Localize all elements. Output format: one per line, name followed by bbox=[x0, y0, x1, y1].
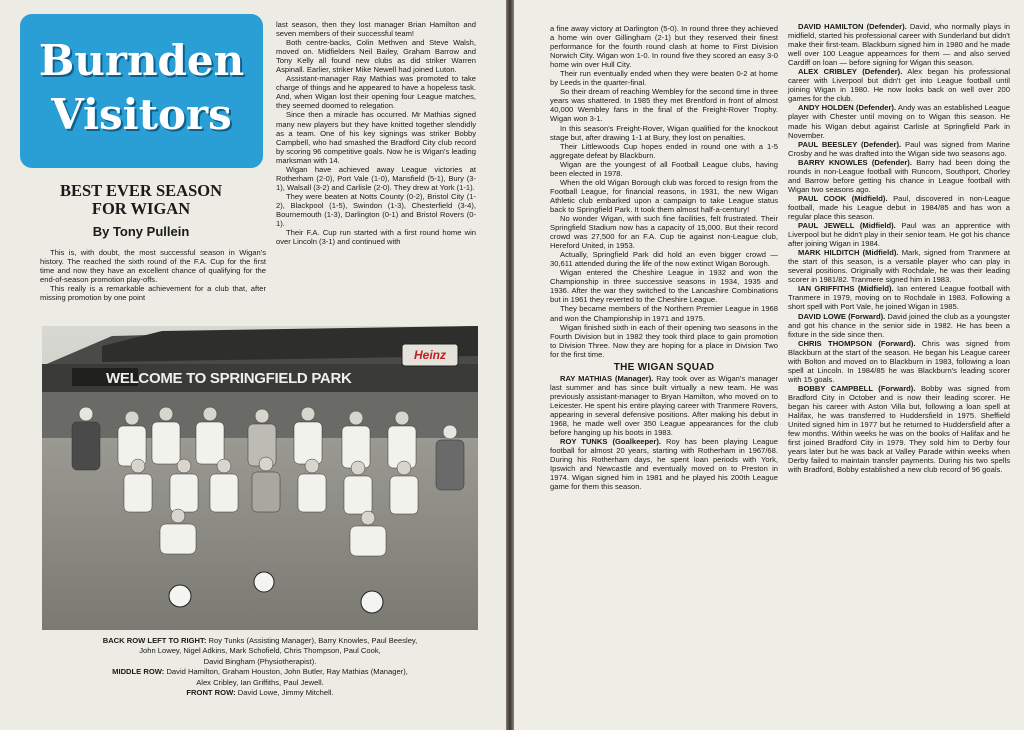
article-byline: By Tony Pullein bbox=[92, 224, 190, 239]
squad-entry-name: RAY MATHIAS (Manager). bbox=[560, 373, 654, 383]
headline-line-2: FOR WIGAN bbox=[91, 199, 191, 218]
left-column-2 bbox=[276, 20, 476, 246]
squad-entry bbox=[788, 67, 1010, 103]
squad-entry-name: CHRIS THOMPSON (Forward). bbox=[798, 338, 916, 348]
paragraph: Wigan entered the Cheshire League in 1932 and won the Championship in three successive seasons in 1934, 1935 and 1936. After the war they switched to the Lancashire Combinations but in 1961 they reverted to the Cheshire League. bbox=[550, 268, 778, 305]
squad-entry-name: IAN GRIFFITHS (Midfield). bbox=[798, 284, 894, 294]
paragraph: So their dream of reaching Wembley for the second time in three years was shattered. In 1985 they met Brentford in front of almost 40,000 Wembley fans in the final of the Freight-Rover Trophy. Wigan won 3-1. bbox=[550, 87, 778, 124]
caption-label: MIDDLE ROW: bbox=[112, 667, 165, 677]
squad-entry-name: DAVID HAMILTON (Defender). bbox=[798, 22, 907, 31]
squad-entry-name: ANDY HOLDEN (Defender). bbox=[798, 103, 897, 113]
headline-line-1: BEST EVER SEASON bbox=[59, 181, 222, 200]
squad-entry-text: Andy was an established League player with Chester until moving on to Wigan this season. He made his Wigan debut against Carlisle at Springfield Park in November. bbox=[788, 103, 1010, 140]
paragraph: They became members of the Northern Premier League in 1968 and won the Championship in 1971 and 1975. bbox=[550, 304, 778, 323]
sponsor-logo: Heinz bbox=[413, 348, 446, 362]
squad-entry bbox=[788, 384, 1010, 474]
squad-entry-name: PAUL JEWELL (Midfield). bbox=[798, 221, 896, 231]
squad-entry-text: Ray took over as Wigan's manager last summer and has since built virtually a new team. He was previously assistant-manager to Bryan Hamilton, who moved on to Leicester. He spent his entire playing career with Tranmere Rovers, appearing in several defensive positions. After making his debut in 1968, he made well over 350 League appearances for the club before hanging up his boots in 1983. bbox=[550, 373, 778, 438]
squad-heading: THE WIGAN SQUAD bbox=[613, 361, 715, 373]
squad-entry-text: Ian entered League football with Tranmere in 1979, moving on to Rochdale in 1983. Following a short spell with Port Vale, he joined Wigan in 1985. bbox=[788, 284, 1010, 312]
squad-entry bbox=[788, 339, 1010, 384]
caption-label: FRONT ROW: bbox=[186, 688, 236, 698]
squad-entry-name: BOBBY CAMPBELL (Forward). bbox=[798, 383, 916, 393]
paragraph: This really is a remarkable achievement for a club that, after missing promotion by one point bbox=[40, 284, 266, 303]
stand-sign: WELCOME TO SPRINGFIELD PARK bbox=[106, 370, 352, 387]
paragraph: Their run eventually ended when they were beaten 0-2 at home by Leeds in the quarter-final. bbox=[550, 69, 778, 88]
squad-entry-text: Paul was an apprentice with Liverpool but he didn't play in their senior team. He got his chance after joining Wigan in 1984. bbox=[788, 221, 1010, 249]
paragraph: Wigan have achieved away League victories at Rotherham (2-0), Port Vale (1-0), Mansfield (5-1), Bury (3-1), Walsall (3-2) and Carlisle (2-0). They drew at York (1-1). bbox=[276, 164, 476, 192]
squad-entry-text: Mark, signed from Tranmere at the start of this season, is a versatile player who can play in several positions. Originally with Rochdale, he was their leading scorer in 1981/82. Tranmere signed him in 1983. bbox=[788, 248, 1010, 285]
badge-line-1: Burnden bbox=[38, 36, 245, 85]
paragraph: When the old Wigan Borough club was forced to resign from the Football League, for financial reasons, in 1931, the new Wigan Athletic club embarked upon a campaign to take League status back to Springfield Park. It took them almost half-a-century! bbox=[550, 177, 778, 214]
paragraph: Both centre-backs, Colin Methven and Steve Walsh, moved on. Midfielders Neil Bailey, Graham Barrow and Tony Kelly all found new clubs as did striker Warren Aspinall. Earlier, striker Mike Newell had joined Luton. bbox=[276, 38, 476, 75]
paragraph: This is, with doubt, the most successful season in Wigan's history. The reached the sixth round of the F.A. Cup for the first time and now they have an excellent chance of qualifying for the end-of-season promotion play-offs. bbox=[40, 248, 266, 285]
caption-text: Alex Cribley, Ian Griffiths, Paul Jewell. bbox=[196, 677, 324, 687]
paragraph: a fine away victory at Darlington (5-0). In round three they achieved a home win over Gillingham (2-1) but they reserved their finest performance for the fourth round clash at home to First Division Norwich City. Wigan won 1-0. In round five they scored an easy 3-0 home win over Hull City. bbox=[550, 24, 778, 70]
squad-entry-text: Bobby was signed from Bradford City in October and is now their leading scorer. He began his career with Aston Villa but, following a loan spell at Halifax, he was transferred to Huddersfield in 1975. Sheffield United signed him in 1977 but he returned to Huddersfield after a few months. Within weeks he was on the books of Halifax and he first joined Bradford City in 1979. They sold him to Derby four years later but he was back at Valley Parade within weeks when Derby failed to maintain transfer payments. During his two spells with Bradford, Bobby established a new club record of 96 goals. bbox=[788, 383, 1010, 475]
squad-entry bbox=[788, 221, 1010, 248]
left-page bbox=[0, 0, 506, 730]
squad-entry-name: DAVID LOWE (Forward). bbox=[798, 311, 886, 321]
paragraph: Wigan are the youngest of all Football League clubs, having been elected in 1978. bbox=[550, 159, 778, 178]
squad-entry-text: Alex began his professional career with Liverpool but didn't get into League football until joining Wigan in 1980. He now looks back on well over 200 games for the club. bbox=[788, 67, 1011, 104]
paragraph: Wigan finished sixth in each of their opening two seasons in the Fourth Division but in 1982 they took third place to gain promotion to Division Three. Now they are hoping for a place in Division Two for the first time. bbox=[550, 322, 778, 359]
squad-entry bbox=[788, 248, 1010, 284]
paragraph: Their F.A. Cup run started with a first round home win over Lincoln (3-1) and continued with bbox=[276, 228, 476, 247]
caption-text: David Bingham (Physiotherapist). bbox=[203, 656, 317, 666]
squad-entry bbox=[788, 158, 1010, 194]
burnden-visitors-badge bbox=[20, 14, 263, 168]
paragraph: Actually, Springfield Park did hold an even bigger crowd — 30,611 attended during the life of the now extinct Wigan Borough. bbox=[550, 250, 778, 269]
right-page bbox=[514, 0, 1024, 730]
paragraph: Assistant-manager Ray Mathias was promoted to take charge of things and he appeared to have a hopeless task. And, when Wigan lost their opening four League matches, they seemed doomed to relegation. bbox=[276, 74, 476, 111]
squad-entry-text: David, who normally plays in midfield, started his professional career with Sunderland but didn't make their first-team. Blackburn signed him in 1980 and he made well over 100 League appearnces for them — and also served Cardiff on loan — before signing for Wigan this season. bbox=[788, 22, 1011, 68]
paragraph: Since then a miracle has occurred. Mr Mathias signed many new players but they have knitted together slendidly as a team. One of his key signings was striker Bobby Campbell, who had smashed the Bradford City club record by scoring 96 competitive goals. Now he is Wigan's leading marksman with 14. bbox=[276, 110, 476, 165]
right-column-1 bbox=[550, 24, 778, 491]
squad-entry bbox=[788, 194, 1010, 221]
paragraph: They were beaten at Notts County (0-2), Bristol City (1-2), Blackpool (1-5), Swindon (1-3), Chesterfield (3-4), Bournemouth (1-3), Darlington (0-1) and Bristol Rovers (0-1). bbox=[276, 191, 476, 229]
page-gutter bbox=[506, 0, 514, 730]
article-headline bbox=[30, 182, 252, 218]
team-photo bbox=[42, 326, 478, 630]
photo-caption bbox=[48, 636, 472, 698]
squad-entry bbox=[788, 140, 1010, 158]
paragraph: No wonder Wigan, with such fine facilities, felt frustrated. Their Springfield Stadium now has a capacity of 15,000. But their record crowd was 27,500 for an F.A. Cup tie against non-League club, Hereford United, in 1953. bbox=[550, 213, 778, 251]
squad-entry bbox=[788, 312, 1010, 339]
squad-entry bbox=[788, 103, 1010, 139]
squad-entry-text: Roy has been playing League football for almost 20 years, starting with Rotherham in 1967/68. During his Rotherham days, he spent loan periods with York, Ipswich and Newcastle and eventually moved on to Preston in 1974. Wigan signed him in 1981 and he played his 200th League game for them this season. bbox=[550, 437, 779, 492]
paragraph: last season, then they lost manager Brian Hamilton and seven members of their successful team! bbox=[276, 20, 476, 39]
squad-entry-name: MARK HILDITCH (Midfield). bbox=[798, 248, 899, 258]
squad-entry-text: Chris was signed from Blackburn at the start of the season. He began his League career with Bolton and moved on to Blackburn in 1983, following a loan spell at Lincoln. In 1984/85 he was Blackburn's leading scorer with 15 goals. bbox=[788, 338, 1010, 384]
squad-entry bbox=[788, 22, 1010, 67]
squad-entry-text: David joined the club as a youngster and got his chance in the senior side in 1982. He has been a fixture in the side since then. bbox=[788, 311, 1010, 339]
squad-entry-text: Paul, discovered in non-League football, made his League debut in 1984/85 and has won a regular place this season. bbox=[788, 193, 1010, 221]
squad-entry bbox=[550, 374, 778, 437]
squad-entry-text: Barry had been doing the rounds in non-League football with Runcorn, Southport, Chorley and Barrow before getting his chance in League football with Wigan two seasons ago. bbox=[788, 157, 1010, 194]
squad-entry-name: PAUL BEESLEY (Defender). bbox=[798, 139, 902, 149]
squad-entry-name: ALEX CRIBLEY (Defender). bbox=[798, 67, 903, 77]
right-column-2 bbox=[788, 22, 1010, 474]
caption-text: John Lowey, Nigel Adkins, Mark Schofield, Chris Thompson, Paul Cook, bbox=[139, 646, 381, 656]
left-column-1 bbox=[40, 248, 266, 302]
badge-line-2: Visitors bbox=[51, 90, 232, 139]
caption-label: BACK ROW LEFT TO RIGHT: bbox=[102, 636, 207, 645]
squad-entry-name: BARRY KNOWLES (Defender). bbox=[798, 157, 912, 167]
squad-entry bbox=[788, 284, 1010, 311]
squad-entry-name: ROY TUNKS (Goalkeeper). bbox=[560, 437, 661, 447]
caption-text: David Lowe, Jimmy Mitchell. bbox=[237, 688, 334, 698]
squad-entry-name: PAUL COOK (Midfield). bbox=[798, 193, 888, 203]
caption-text: Roy Tunks (Assisting Manager), Barry Knowles, Paul Beesley, bbox=[208, 636, 418, 645]
squad-entry bbox=[550, 437, 778, 491]
paragraph: In this season's Freight-Rover, Wigan qualified for the knockout stage but, after drawing 1-1 at Bury, they lost on penalties. bbox=[550, 123, 778, 142]
paragraph: Their Littlewoods Cup hopes ended in round one with a 1-5 aggregate defeat by Blackburn. bbox=[550, 141, 778, 160]
squad-entry-text: Paul was signed from Marine Crosby and he was drafted into the Wigan side two seasons ago. bbox=[788, 139, 1010, 158]
caption-text: David Hamilton, Graham Houston, John Butler, Ray Mathias (Manager), bbox=[166, 667, 408, 677]
